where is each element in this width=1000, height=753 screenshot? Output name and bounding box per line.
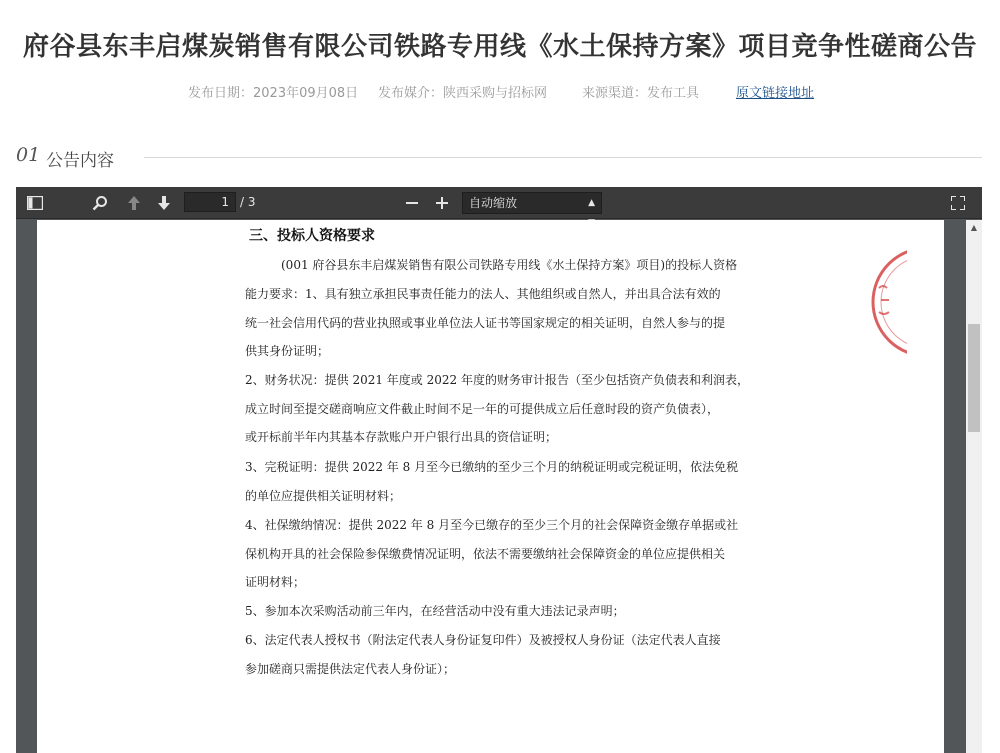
document-heading: 三、投标人资格要求	[249, 228, 375, 244]
scroll-up-icon[interactable]: ▲	[970, 223, 978, 232]
document-line: 统一社会信用代码的营业执照或事业单位法人证书等国家规定的相关证明，自然人参与的提	[245, 316, 726, 330]
document-line: 3、完税证明：提供 2022 年 8 月至今已缴纳的至少三个月的纳税证明或完税证明，依法免税	[245, 460, 739, 474]
document-line: 或开标前半年内其基本存款账户开户银行出具的资信证明；	[245, 430, 558, 444]
pdf-viewer	[16, 187, 982, 753]
vertical-scrollbar[interactable]	[966, 220, 982, 753]
document-line: 4、社保缴纳情况：提供 2022 年 8 月至今已缴存的至少三个月的社会保障资金缴存单据或社	[245, 518, 739, 532]
document-line: 2、财务状况：提供 2021 年度或 2022 年度的财务审计报告（至少包括资产负债表和利润表，	[245, 373, 749, 387]
publish-media: 发布媒介：陕西采购与招标网	[378, 86, 548, 101]
pdf-toolbar	[16, 187, 982, 219]
section-number: 01	[16, 144, 41, 166]
sidebar-toggle-icon[interactable]	[26, 195, 44, 211]
document-line: 保机构开具的社会保险参保缴费情况证明，依法不需要缴纳社会保障资金的单位应提供相关	[245, 547, 726, 561]
page-count: / 3	[240, 195, 256, 209]
page-title: 府谷县东丰启煤炭销售有限公司铁路专用线《水土保持方案》项目竞争性磋商公告	[22, 32, 977, 62]
document-line: (001 府谷县东丰启煤炭销售有限公司铁路专用线《水土保持方案》项目)的投标人资格	[281, 258, 738, 272]
document-line: 的单位应提供相关证明材料；	[245, 489, 402, 503]
document-line: 成立时间至提交磋商响应文件截止时间不足一年的可提供成立后任意时段的资产负债表），	[245, 402, 720, 416]
pdf-page	[37, 220, 944, 753]
search-icon[interactable]	[90, 193, 110, 213]
fullscreen-icon[interactable]	[948, 193, 968, 213]
scroll-thumb[interactable]	[968, 324, 980, 432]
updown-chevron-icon: ▲	[588, 198, 595, 208]
official-seal-icon	[817, 242, 907, 362]
page-number-input[interactable]: 1	[184, 192, 236, 212]
source-channel: 来源渠道：发布工具	[582, 86, 700, 101]
minus-icon[interactable]	[402, 193, 422, 213]
zoom-select[interactable]	[462, 192, 602, 214]
section-header	[16, 144, 982, 170]
plus-icon[interactable]	[432, 193, 452, 213]
original-link[interactable]: 原文链接地址	[736, 86, 815, 101]
publish-date: 发布日期：2023年09月08日	[188, 86, 359, 101]
arrow-down-icon[interactable]	[154, 193, 174, 213]
document-line: 能力要求：1、具有独立承担民事责任能力的法人、其他组织或自然人，并出具合法有效的	[245, 287, 721, 301]
section-divider	[144, 157, 982, 158]
document-line: 5、参加本次采购活动前三年内，在经营活动中没有重大违法记录声明；	[245, 604, 625, 618]
document-line: 6、法定代表人授权书（附法定代表人身份证复印件）及被授权人身份证（法定代表人直接	[245, 633, 721, 647]
document-line: 供其身份证明；	[245, 344, 330, 358]
arrow-up-icon[interactable]	[124, 193, 144, 213]
document-line: 证明材料；	[245, 575, 306, 589]
section-label: 公告内容	[46, 151, 114, 171]
document-line: 参加磋商只需提供法定代表人身份证）；	[245, 662, 456, 676]
zoom-value: 自动缩放	[469, 196, 518, 210]
